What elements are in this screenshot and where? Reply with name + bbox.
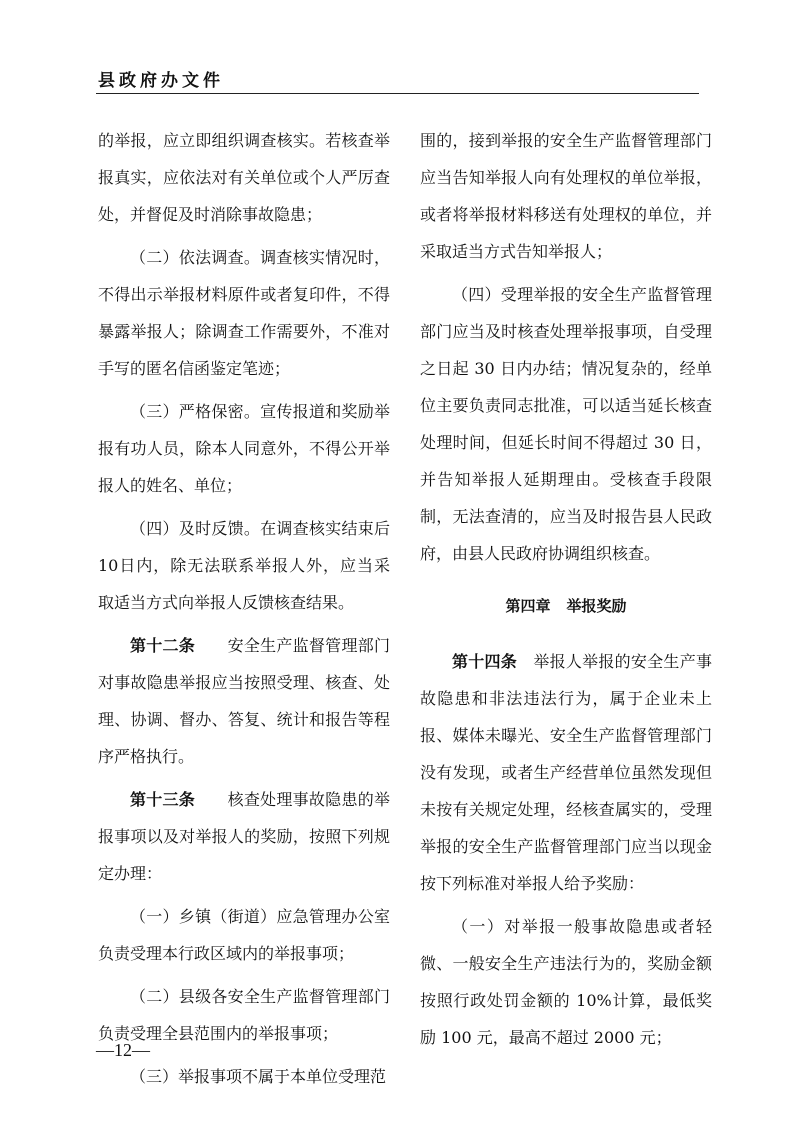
paragraph: （三）举报事项不属于本单位受理范	[130, 1067, 387, 1086]
article-13	[98, 781, 390, 892]
chapter-heading	[420, 588, 712, 625]
left-text-column	[98, 122, 390, 1095]
article-14	[420, 643, 712, 902]
document-header-title: 县政府办文件	[98, 71, 224, 91]
paragraph: 的举报，应立即组织调查核实。若核查举报真实，应依法对有关单位或个人严厉查处，并督促及时消除事故隐患；	[98, 131, 390, 224]
article-heading: 第十三条	[130, 790, 196, 809]
article-body: 安全生产监督管理部门对事故隐患举报应当按照受理、核查、处理、协调、督办、答复、统计和报告等程序严格执行。	[98, 636, 390, 766]
header-divider	[96, 93, 699, 94]
article-body: 核查处理事故隐患的举报事项以及对举报人的奖励，按照下列规定办理：	[98, 790, 390, 883]
paragraph: 围的，接到举报的安全生产监督管理部门应当告知举报人向有处理权的单位举报，或者将举报材料移送有处理权的单位，并采取适当方式告知举报人；	[420, 131, 712, 261]
paragraph: （二）县级各安全生产监督管理部门负责受理全县范围内的举报事项；	[98, 987, 390, 1043]
article-12	[98, 627, 390, 775]
article-body: 举报人举报的安全生产事故隐患和非法违法行为，属于企业未上报、媒体未曝光、安全生产监督管理部门没有发现，或者生产经营单位虽然发现但未按有关规定处理，经核查属实的，受理举报的安全生产监督管理部门应当以现金按下列标准对举报人给予奖励：	[420, 652, 712, 893]
paragraph: （四）及时反馈。在调查核实结束后10日内，除无法联系举报人外，应当采取适当方式向举报人反馈核查结果。	[98, 519, 390, 612]
right-text-column	[420, 122, 712, 1056]
article-heading: 第十二条	[130, 636, 196, 655]
paragraph: （四）受理举报的安全生产监督管理部门应当及时核查处理举报事项，自受理之日起 30 日内办结；情况复杂的，经单位主要负责同志批准，可以适当延长核查处理时间，但延长时间不得超过 30 日，并告知举报人延期理由。受核查手段限制，无法查清的，应当及时报告县人民政府，由县人民政府协调组织核查。	[420, 285, 712, 563]
paragraph: （一）对举报一般事故隐患或者轻微、一般安全生产违法行为的，奖励金额按照行政处罚金额的 10%计算，最低奖励 100 元，最高不超过 2000 元；	[420, 917, 712, 1047]
chapter-number: 第四章	[505, 597, 551, 615]
article-heading: 第十四条	[452, 652, 518, 671]
page-number: —12—	[96, 1040, 150, 1060]
paragraph: （二）依法调查。调查核实情况时，不得出示举报材料原件或者复印件，不得暴露举报人；除调查工作需要外，不准对手写的匿名信函鉴定笔迹；	[98, 248, 390, 378]
paragraph: （一）乡镇（街道）应急管理办公室负责受理本行政区域内的举报事项；	[98, 907, 390, 963]
chapter-title: 举报奖励	[566, 597, 627, 615]
paragraph: （三）严格保密。宣传报道和奖励举报有功人员，除本人同意外，不得公开举报人的姓名、单位；	[98, 402, 390, 495]
